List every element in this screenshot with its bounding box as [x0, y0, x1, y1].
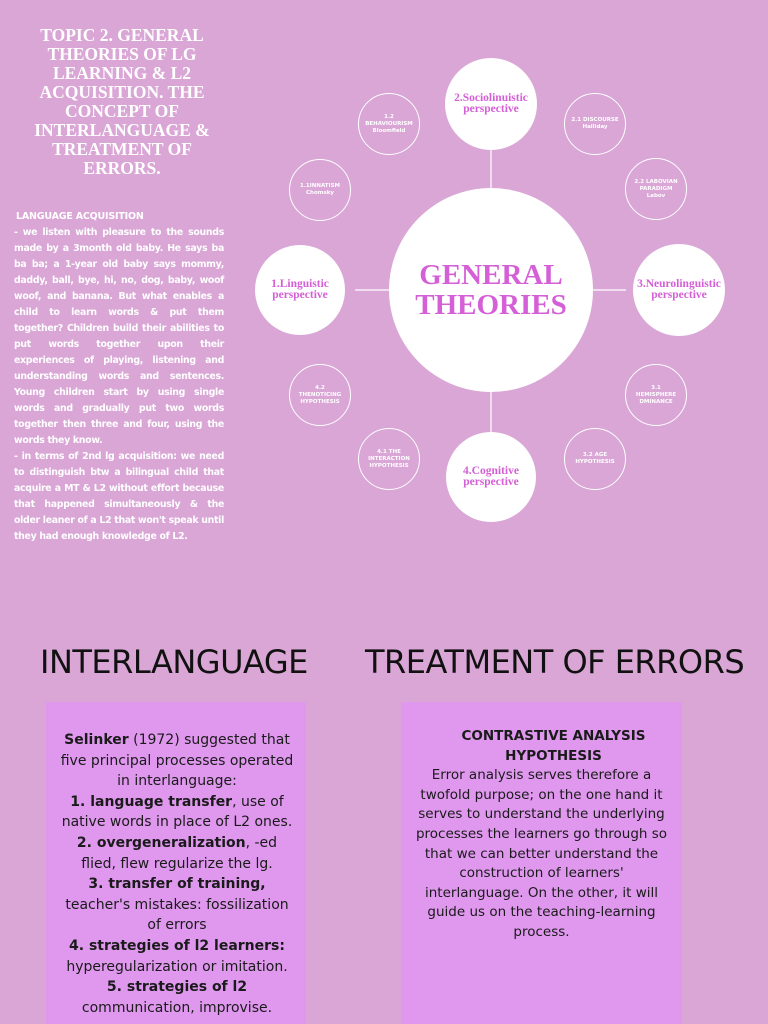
process-title: 1. language transfer [70, 793, 233, 810]
process-item [58, 936, 296, 977]
selinker-name: Selinker [64, 732, 129, 748]
selinker-intro-text: (1972) suggested that five principal processes operated in interlanguage: [60, 732, 294, 790]
contrastive-analysis-heading: CONTRASTIVE ANALYSIS HYPOTHESIS [461, 728, 646, 764]
process-text: communication, improvise. [81, 999, 273, 1016]
process-item [58, 977, 296, 1018]
language-acquisition-paragraph-2: - in terms of 2nd lg acquisition: we need to distinguish btw a bilingual child that acquire a MT & L2 without effort because that happened simultaneously & the older leaner of a L2 that won't speak until they had enough knowledge of L2. [14, 451, 225, 542]
error-analysis-text: Error analysis serves therefore a twofold purpose; on the one hand it serves to understand the underlying processes the learners go through so that we can better understand the construction of learners' interlanguage. On the other, it will guide us on the teaching-learning process. [415, 767, 668, 940]
noticing-hypothesis-node: 4.2 THENOTICING HYPOTHESIS [289, 364, 351, 426]
process-item [58, 874, 296, 936]
interlanguage-heading: INTERLANGUAGE [40, 643, 308, 681]
cognitive-perspective: 4.Cognitive perspective [446, 432, 536, 522]
age-hypothesis-node: 3.2 AGE HYPOTHESIS [564, 428, 626, 490]
process-title: 2. overgeneralization [76, 834, 246, 851]
process-item [58, 792, 296, 833]
linguistic-perspective: 1.Linguistic perspective [255, 245, 345, 335]
behaviourism-node: 1.2 BEHAVIOURISM Bloomfield [358, 93, 420, 155]
process-text: teacher's mistakes: fossilization of errors [65, 896, 289, 934]
topic-title: TOPIC 2. GENERAL THEORIES OF LG LEARNING & L2 ACQUISITION. THE CONCEPT OF INTERLANGUAGE & TREATMENT OF ERRORS. [34, 25, 210, 178]
process-title: 5. strategies of l2 [106, 979, 248, 996]
discourse-node: 2.1 DISCOURSE Halliday [564, 93, 626, 155]
language-acquisition-heading: LANGUAGE ACQUISITION [16, 211, 144, 222]
process-text: , -ed flied, flew regularize the lg. [81, 834, 278, 872]
process-text: , use of native words in place of L2 ones. [61, 793, 293, 831]
sociolinguistic-perspective: 2.Sociolinuistic perspective [445, 58, 537, 150]
language-acquisition-paragraph-1: - we listen with pleasure to the sounds made by a 3month old baby. He says ba ba ba; a 1-year old baby says mommy, daddy, ball, bye, hi, no, dog, baby, woof woof, and banana. But what enables a child to learn words & put them together? Children build their abilities to put words together upon their experiences of playing, listening and understanding words and sentences. Young children start by using single words and gradually put two words together then three and four, using the words they know. [14, 227, 224, 446]
process-item [58, 833, 296, 874]
process-text: hyperegularization or imitation. [66, 958, 288, 975]
interlanguage-panel [46, 702, 306, 1024]
interaction-hypothesis-node: 4.1 THE INTERACTION HYPOTHESIS [358, 428, 420, 490]
process-title: 3. transfer of training, [88, 876, 266, 893]
innatism-node: 1.1INNATISM Chomsky [289, 159, 351, 221]
labovian-paradigm-node: 2.2 LABOVIAN PARADIGM Labov [625, 158, 687, 220]
treatment-of-errors-panel [401, 702, 682, 1024]
selinker-intro [58, 730, 296, 792]
process-title: 4. strategies of l2 learners: [69, 937, 285, 954]
neurolinguistic-perspective: 3.Neurolinguistic perspective [633, 244, 725, 336]
hemisphere-dominance-node: 3.1 HEMISPHERE DMINANCE [625, 364, 687, 426]
treatment-of-errors-heading: TREATMENT OF ERRORS [365, 643, 745, 681]
general-theories-center: GENERAL THEORIES [389, 188, 593, 392]
